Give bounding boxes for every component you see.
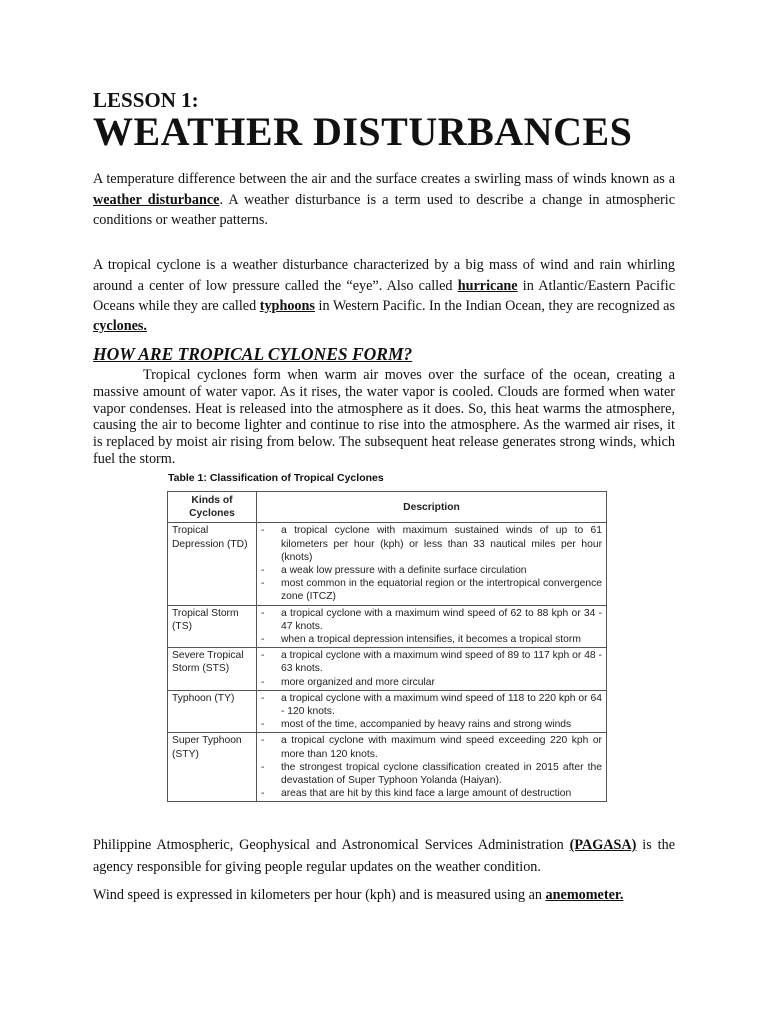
description-item: [259, 577, 602, 603]
dash-bullet: -: [261, 788, 265, 800]
foot2-text: Wind speed is expressed in kilometers per hour (kph) and is measured using an: [93, 887, 546, 903]
cyclone-description: [257, 523, 607, 605]
paragraph-weather-disturbance: [93, 169, 675, 230]
description-text: a tropical cyclone with a maximum wind speed of 89 to 117 kph or 48 - 63 knots.: [281, 650, 602, 675]
description-text: a tropical cyclone with a maximum wind speed of 62 to 88 kph or 34 - 47 knots.: [281, 607, 602, 632]
dash-bullet: -: [261, 634, 265, 646]
header-kinds: Kinds of Cyclones: [168, 492, 257, 523]
description-text: a weak low pressure with a definite surface circulation: [281, 565, 527, 577]
paragraph-pagasa: [93, 834, 675, 878]
description-item: [259, 649, 602, 675]
section-body: Tropical cyclones form when warm air moves over the surface of the ocean, creating a massive amount of water vapor. As it rises, the water vapor is cooled. Clouds are formed when water vapor condenses. Heat is released into the atmosphere as it does. So, this heat warms the atmosphere, causing the air to become lighter and continue to rise into the atmosphere. As the warmed air rises, it is replaced by moist air rising from below. The subsequent heat release generates strong winds, which fuel the storm.: [93, 367, 675, 467]
description-item: [259, 692, 602, 718]
para1-text-end: . A weather disturbance is a term used to describe a change in atmospheric conditions or weather patterns.: [93, 192, 675, 228]
para2-text: A tropical cyclone is a weather disturbance characterized by a big mass of wind and rain whirling around a center of low pressure called the “eye”. Also called: [93, 257, 675, 294]
foot1-text: Philippine Atmospheric, Geophysical and Astronomical Services Administration: [93, 837, 570, 853]
dash-bullet: -: [261, 525, 265, 537]
cyclone-description: [257, 605, 607, 648]
keyword-cyclones: cyclones.: [93, 318, 147, 334]
table-row: [168, 733, 607, 802]
lesson-label: LESSON 1:: [93, 88, 199, 112]
keyword-hurricane: hurricane: [457, 278, 518, 294]
description-item: [259, 633, 602, 646]
description-text: more organized and more circular: [281, 676, 435, 688]
para2-text-mid2: in Western Pacific. In the Indian Ocean, they are recognized as: [314, 298, 676, 314]
dash-bullet: -: [261, 650, 265, 662]
table-body: [168, 523, 607, 802]
paragraph-wind-speed: [93, 884, 675, 906]
description-text: when a tropical depression intensifies, it becomes a tropical storm: [281, 634, 581, 646]
cyclone-kind: Typhoon (TY): [168, 690, 257, 733]
table-row: [168, 523, 607, 605]
description-text: areas that are hit by this kind face a large amount of destruction: [281, 788, 572, 800]
description-item: [259, 676, 602, 689]
table-row: [168, 690, 607, 733]
description-item: [259, 564, 602, 577]
cyclone-kind: Super Typhoon (STY): [168, 733, 257, 802]
description-item: [259, 718, 602, 731]
dash-bullet: -: [261, 676, 265, 688]
header-description: Description: [257, 492, 607, 523]
keyword-anemometer: anemometer.: [545, 887, 624, 903]
foot1-text-end: is the agency responsible for giving people regular updates on the weather condition.: [93, 837, 675, 875]
page-title: WEATHER DISTURBANCES: [93, 109, 633, 154]
description-item: [259, 607, 602, 633]
cyclone-kind: Severe Tropical Storm (STS): [168, 648, 257, 691]
paragraph-tropical-cyclone: [93, 255, 675, 336]
description-item: [259, 787, 602, 800]
cyclone-kind: Tropical Storm (TS): [168, 605, 257, 648]
description-text: a tropical cyclone with maximum sustained winds of up to 61 kilometers per hour (kph) or less than 33 nautical miles per hour (knots): [281, 525, 602, 563]
description-item: [259, 524, 602, 564]
description-text: most common in the equatorial region or the intertropical convergence zone (ITCZ): [281, 578, 602, 603]
dash-bullet: -: [261, 578, 265, 590]
cyclone-description: [257, 690, 607, 733]
description-item: [259, 761, 602, 787]
classification-table: [167, 491, 607, 802]
table-row: [168, 648, 607, 691]
cyclone-description: [257, 648, 607, 691]
description-text: the strongest tropical cyclone classification created in 2015 after the devastation of Super Typhoon Yolanda (Haiyan).: [281, 761, 602, 787]
description-text: a tropical cyclone with a maximum wind speed of 118 to 220 kph or 64 - 120 knots.: [281, 692, 602, 718]
dash-bullet: -: [261, 761, 265, 773]
keyword-weather-disturbance: weather disturbance: [93, 192, 220, 208]
section-heading: HOW ARE TROPICAL CYLONES FORM?: [93, 344, 413, 364]
description-item: [259, 734, 602, 760]
table-caption: Table 1: Classification of Tropical Cyclones: [168, 472, 384, 484]
cyclone-description: [257, 733, 607, 802]
description-text: a tropical cyclone with maximum wind speed exceeding 220 kph or more than 120 knots.: [281, 735, 602, 760]
dash-bullet: -: [261, 719, 265, 731]
table-header-row: [168, 492, 607, 523]
keyword-typhoons: typhoons: [259, 298, 315, 314]
keyword-pagasa: (PAGASA): [569, 837, 637, 853]
cyclone-kind: Tropical Depression (TD): [168, 523, 257, 605]
dash-bullet: -: [261, 607, 265, 619]
para2-text-mid1: in Atlantic/Eastern Pacific Oceans while they are called: [93, 278, 675, 314]
dash-bullet: -: [261, 692, 265, 704]
description-text: most of the time, accompanied by heavy rains and strong winds: [281, 719, 572, 731]
dash-bullet: -: [261, 565, 265, 577]
para1-text: A temperature difference between the air and the surface creates a swirling mass of winds known as a: [93, 171, 675, 187]
table-row: [168, 605, 607, 648]
dash-bullet: -: [261, 735, 265, 747]
